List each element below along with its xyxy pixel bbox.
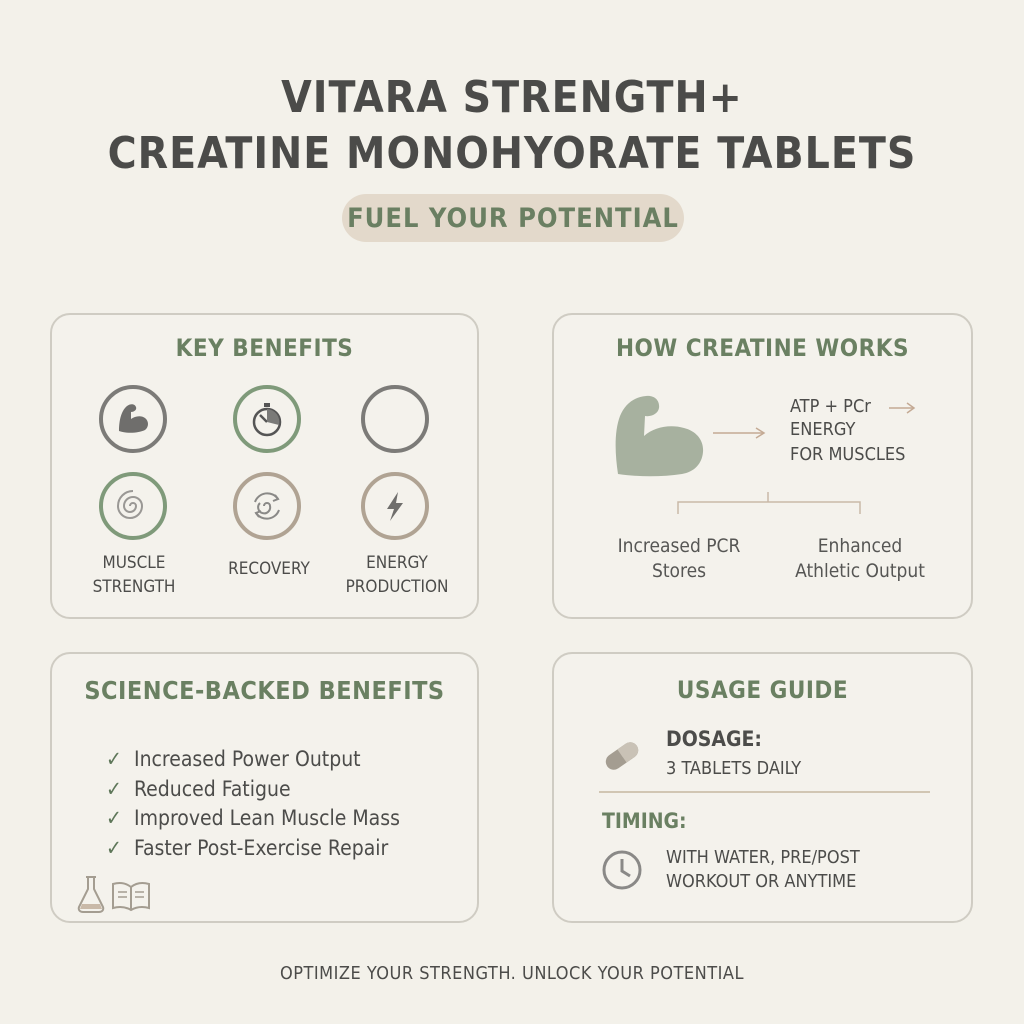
benefit-label-muscle-strength: MUSCLE STRENGTH — [92, 553, 176, 597]
checkmark-icon: ✓ — [106, 776, 122, 801]
pill-icon — [600, 734, 644, 778]
bracket-connector — [674, 490, 864, 516]
usage-guide-title: USAGE GUIDE — [676, 676, 849, 704]
dosage-label: DOSAGE: — [666, 727, 762, 751]
list-item: ✓ Faster Post-Exercise Repair — [106, 834, 400, 864]
outcome-athletic-output: Enhanced Athletic Output — [795, 535, 925, 582]
checkmark-icon: ✓ — [106, 747, 122, 771]
for-muscles-text: FOR MUSCLES — [790, 444, 906, 465]
atp-pcr-text: ATP + PCr — [790, 396, 871, 417]
stopwatch-icon — [233, 385, 301, 453]
product-title-line2: CREATINE MONOHYORATE TABLETS — [107, 128, 917, 179]
divider — [599, 791, 930, 793]
timing-label: TIMING: — [602, 809, 687, 833]
usage-guide-card — [552, 652, 973, 923]
footer-slogan: OPTIMIZE YOUR STRENGTH. UNLOCK YOUR POTENTIAL — [279, 963, 745, 984]
checkmark-icon: ✓ — [106, 835, 122, 860]
list-item: ✓ Increased Power Output — [106, 745, 400, 775]
book-icon — [110, 880, 152, 912]
clock-icon — [600, 848, 644, 892]
checkmark-icon: ✓ — [106, 806, 122, 830]
spiral-icon — [99, 472, 167, 540]
benefits-checklist — [106, 745, 400, 863]
key-benefits-title: KEY BENEFITS — [175, 334, 354, 362]
timing-value: WITH WATER, PRE/POST WORKOUT OR ANYTIME — [666, 847, 860, 892]
list-item: ✓ Reduced Fatigue — [106, 775, 400, 805]
list-item: ✓ Improved Lean Muscle Mass — [106, 804, 400, 834]
outcome-increased-pcr: Increased PCR Stores — [617, 535, 741, 582]
how-creatine-works-card — [552, 313, 973, 619]
flexed-arm-icon — [612, 392, 707, 477]
how-creatine-works-title: HOW CREATINE WORKS — [615, 334, 909, 362]
empty-ring-icon — [361, 385, 429, 453]
product-title-line1: VITARA STRENGTH+ — [281, 72, 743, 123]
flask-icon — [76, 874, 106, 914]
tagline-badge — [342, 194, 684, 242]
arrow-right-icon — [887, 400, 917, 416]
science-benefits-title: SCIENCE-BACKED BENEFITS — [84, 676, 445, 705]
benefit-label-energy-production: ENERGY PRODUCTION — [345, 553, 449, 597]
tagline-text: FUEL YOUR POTENTIAL — [347, 202, 679, 234]
muscle-icon — [99, 385, 167, 453]
science-benefits-card — [50, 652, 479, 923]
lightning-icon — [361, 472, 429, 540]
arrow-to-energy-icon — [711, 425, 769, 441]
benefit-label-recovery: RECOVERY — [228, 559, 310, 579]
key-benefits-card — [50, 313, 479, 619]
recovery-cycle-icon — [233, 472, 301, 540]
energy-text: ENERGY — [790, 419, 856, 440]
dosage-value: 3 TABLETS DAILY — [666, 758, 802, 779]
